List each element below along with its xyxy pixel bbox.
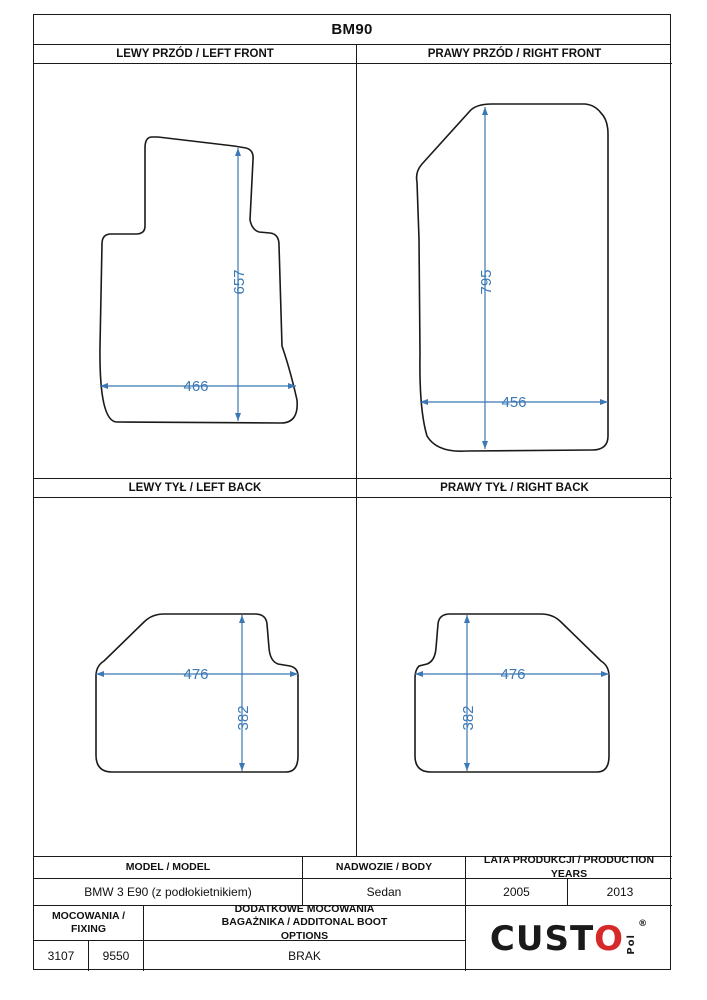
- panel-left-back: [34, 479, 357, 857]
- arrow-head: [600, 399, 608, 405]
- panel-label-right-back: PRAWY TYŁ / RIGHT BACK: [357, 479, 672, 498]
- body-header: NADWOZIE / BODY: [303, 857, 466, 879]
- logo-text-sub: Pol: [626, 934, 638, 955]
- logo-text-main: CUST: [489, 919, 595, 959]
- mat-drawing-right-front: [357, 64, 672, 479]
- dimension-length-left-front: 657: [231, 269, 248, 295]
- panel-label-left-front: LEWY PRZÓD / LEFT FRONT: [34, 45, 356, 64]
- dimension-width-right-back: 476: [500, 666, 526, 683]
- panel-label-right-front: PRAWY PRZÓD / RIGHT FRONT: [357, 45, 672, 64]
- arrow-head: [464, 763, 470, 771]
- mat-outline-right-back: [415, 614, 609, 772]
- arrow-head: [235, 413, 241, 421]
- panel-right-front: [357, 45, 672, 479]
- years-header: LATA PRODUKCJI / PRODUCTION YEARS: [466, 857, 672, 879]
- year-to: 2013: [568, 879, 672, 906]
- panel-label-left-back: LEWY TYŁ / LEFT BACK: [34, 479, 356, 498]
- year-from: 2005: [466, 879, 568, 906]
- panel-right-back: [357, 479, 672, 857]
- panel-left-front: [34, 45, 357, 479]
- arrow-head: [464, 615, 470, 623]
- boot-header: DODATKOWE MOCOWANIA BAGAŻNIKA / ADDITONAL BOOT OPTIONS: [144, 906, 466, 941]
- arrow-head: [482, 107, 488, 115]
- dimension-width-left-back: 476: [183, 666, 209, 683]
- dimension-length-right-front: 795: [478, 269, 495, 295]
- fixing-value-1: 3107: [34, 941, 89, 971]
- page-title: BM90: [34, 15, 670, 45]
- mat-drawing-left-back: [34, 498, 357, 857]
- mat-outline-left-back: [96, 614, 298, 772]
- dimension-length-left-back: 382: [235, 705, 252, 731]
- model-value: BMW 3 E90 (z podłokietnikiem): [34, 879, 303, 906]
- info-table: [34, 854, 670, 971]
- arrow-head: [239, 615, 245, 623]
- arrow-head: [239, 763, 245, 771]
- mat-drawing-right-back: [357, 498, 672, 857]
- logo-text-o: O: [594, 919, 625, 959]
- model-header: MODEL / MODEL: [34, 857, 303, 879]
- custopol-logo: [466, 907, 672, 971]
- dimension-length-right-back: 382: [460, 705, 477, 731]
- arrow-head: [601, 671, 609, 677]
- dimension-width-right-front: 456: [501, 394, 527, 411]
- arrow-head: [482, 441, 488, 449]
- boot-value: BRAK: [144, 941, 466, 971]
- arrow-head: [235, 148, 241, 156]
- body-value: Sedan: [303, 879, 466, 906]
- mat-drawing-left-front: [34, 64, 357, 479]
- fixing-header: MOCOWANIA / FIXING: [34, 906, 144, 941]
- registered-mark: ®: [638, 919, 649, 929]
- logo-wordmark: [490, 919, 648, 959]
- template-sheet: [33, 14, 671, 970]
- dimension-width-left-front: 466: [183, 378, 209, 395]
- fixing-value-2: 9550: [89, 941, 144, 971]
- arrow-head: [96, 671, 104, 677]
